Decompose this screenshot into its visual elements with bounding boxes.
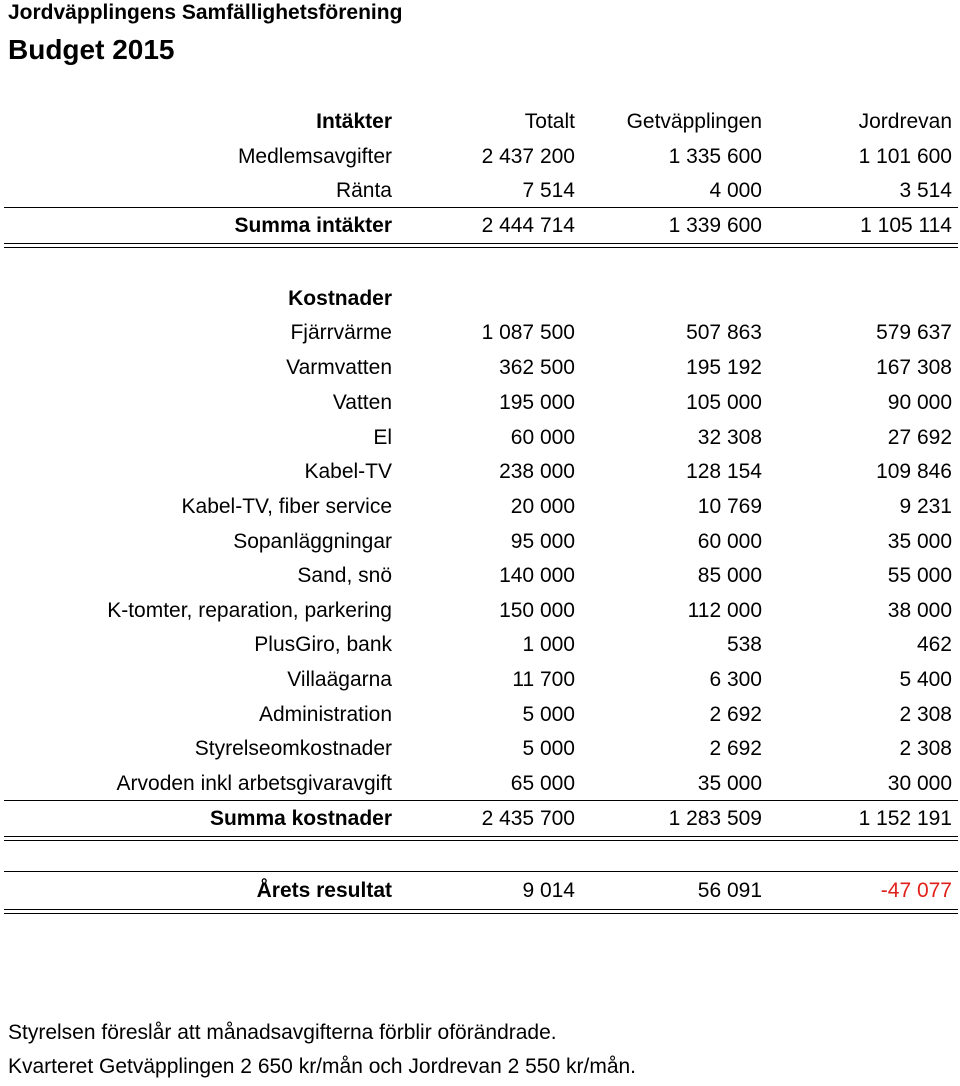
table-row	[0, 628, 960, 662]
row-total: 60 000	[510, 426, 575, 449]
double-divider	[4, 836, 958, 841]
row-jordrevan: 35 000	[887, 530, 952, 553]
row-label: Styrelseomkostnader	[194, 737, 392, 760]
row-getvapplingen: 10 769	[697, 495, 762, 518]
row-getvapplingen: 56 091	[697, 879, 762, 902]
row-jordrevan: 579 637	[876, 321, 952, 344]
row-getvapplingen: 85 000	[697, 564, 762, 587]
row-getvapplingen: 60 000	[697, 530, 762, 553]
row-label: Summa intäkter	[234, 214, 392, 237]
table-row	[0, 732, 960, 766]
row-total: 11 700	[512, 668, 575, 691]
row-label: PlusGiro, bank	[254, 633, 392, 656]
column-header-total: Totalt	[524, 110, 575, 133]
row-getvapplingen: 35 000	[697, 772, 762, 795]
row-total: 5 000	[522, 737, 575, 760]
table-row	[0, 386, 960, 420]
footer-note: Kvarteret Getväpplingen 2 650 kr/mån och Jordrevan 2 550 kr/mån.	[8, 1055, 637, 1078]
row-jordrevan: 3 514	[899, 179, 952, 202]
row-total: 2 437 200	[481, 145, 575, 168]
row-label: Kabel-TV	[304, 460, 392, 483]
divider	[4, 207, 958, 208]
row-label: Summa kostnader	[209, 807, 392, 830]
row-jordrevan: 38 000	[887, 599, 952, 622]
row-getvapplingen: 507 863	[686, 321, 762, 344]
row-jordrevan: 167 308	[876, 356, 952, 379]
row-jordrevan: 2 308	[899, 703, 952, 726]
row-label: El	[373, 426, 392, 449]
row-jordrevan: 30 000	[887, 772, 952, 795]
row-total: 2 435 700	[481, 807, 575, 830]
row-jordrevan: 55 000	[887, 564, 952, 587]
row-label: Arvoden inkl arbetsgivaravgift	[116, 772, 392, 795]
costs-heading: Kostnader	[288, 287, 392, 310]
row-total: 195 000	[499, 391, 575, 414]
row-label: Fjärrvärme	[290, 321, 392, 344]
row-getvapplingen: 538	[726, 633, 762, 656]
row-label: Ränta	[335, 179, 392, 202]
table-row	[0, 698, 960, 732]
table-row	[0, 767, 960, 801]
table-row	[0, 490, 960, 524]
row-jordrevan: 462	[916, 633, 952, 656]
row-getvapplingen: 128 154	[686, 460, 762, 483]
table-row	[0, 455, 960, 489]
row-jordrevan: 90 000	[887, 391, 952, 414]
row-total: 1 000	[522, 633, 575, 656]
row-total: 7 514	[522, 179, 575, 202]
double-divider	[4, 909, 958, 914]
table-row	[0, 316, 960, 350]
row-total: 140 000	[499, 564, 575, 587]
table-row	[0, 174, 960, 208]
row-getvapplingen: 195 192	[686, 356, 762, 379]
row-label: Sand, snö	[297, 564, 392, 587]
divider	[4, 800, 958, 801]
costs-header-row	[0, 282, 960, 316]
row-label: K-tomter, reparation, parkering	[107, 599, 392, 622]
row-total: 65 000	[510, 772, 575, 795]
row-getvapplingen: 1 283 509	[668, 807, 762, 830]
table-row	[0, 663, 960, 697]
row-total: 20 000	[510, 495, 575, 518]
row-label: Villaägarna	[287, 668, 392, 691]
cost-sum-row	[0, 802, 960, 836]
row-label: Kabel-TV, fiber service	[181, 495, 392, 518]
row-label: Sopanläggningar	[233, 530, 392, 553]
row-getvapplingen: 1 339 600	[668, 214, 762, 237]
row-total: 1 087 500	[481, 321, 575, 344]
column-header-jordrevan: Jordrevan	[858, 110, 952, 133]
row-getvapplingen: 4 000	[709, 179, 762, 202]
income-sum-row	[0, 209, 960, 243]
row-total: 238 000	[499, 460, 575, 483]
row-label: Administration	[258, 703, 392, 726]
row-jordrevan: 9 231	[899, 495, 952, 518]
table-row	[0, 525, 960, 559]
row-jordrevan: 2 308	[899, 737, 952, 760]
income-header-row	[0, 105, 960, 139]
organization-name: Jordväpplingens Samfällighetsförening	[8, 1, 403, 24]
table-row	[0, 140, 960, 174]
table-row	[0, 421, 960, 455]
row-jordrevan: 109 846	[876, 460, 952, 483]
footer-note: Styrelsen föreslår att månadsavgifterna förblir oförändrade.	[8, 1021, 557, 1044]
row-jordrevan: 5 400	[899, 668, 952, 691]
table-row	[0, 351, 960, 385]
row-total: 362 500	[499, 356, 575, 379]
double-divider	[4, 243, 958, 248]
row-getvapplingen: 112 000	[687, 599, 762, 622]
row-getvapplingen: 6 300	[709, 668, 762, 691]
row-jordrevan: 27 692	[887, 426, 952, 449]
row-label: Årets resultat	[256, 879, 392, 902]
income-heading: Intäkter	[316, 110, 392, 133]
row-label: Vatten	[332, 391, 392, 414]
row-total: 2 444 714	[481, 214, 575, 237]
row-total: 95 000	[510, 530, 575, 553]
row-jordrevan: 1 152 191	[858, 807, 952, 830]
result-row	[0, 874, 960, 908]
row-total: 150 000	[499, 599, 575, 622]
row-label: Varmvatten	[286, 356, 392, 379]
table-row	[0, 594, 960, 628]
row-getvapplingen: 32 308	[697, 426, 762, 449]
row-label: Medlemsavgifter	[237, 145, 392, 168]
row-jordrevan: 1 105 114	[860, 214, 952, 237]
column-header-getvapplingen: Getväpplingen	[626, 110, 762, 133]
row-getvapplingen: 2 692	[709, 703, 762, 726]
row-total: 5 000	[522, 703, 575, 726]
page-title: Budget 2015	[8, 34, 175, 65]
row-getvapplingen: 2 692	[709, 737, 762, 760]
row-jordrevan: 1 101 600	[858, 145, 952, 168]
divider	[4, 871, 958, 872]
row-total: 9 014	[522, 879, 575, 902]
row-getvapplingen: 1 335 600	[668, 145, 762, 168]
row-getvapplingen: 105 000	[686, 391, 762, 414]
table-row	[0, 559, 960, 593]
row-jordrevan-negative: -47 077	[880, 879, 952, 902]
